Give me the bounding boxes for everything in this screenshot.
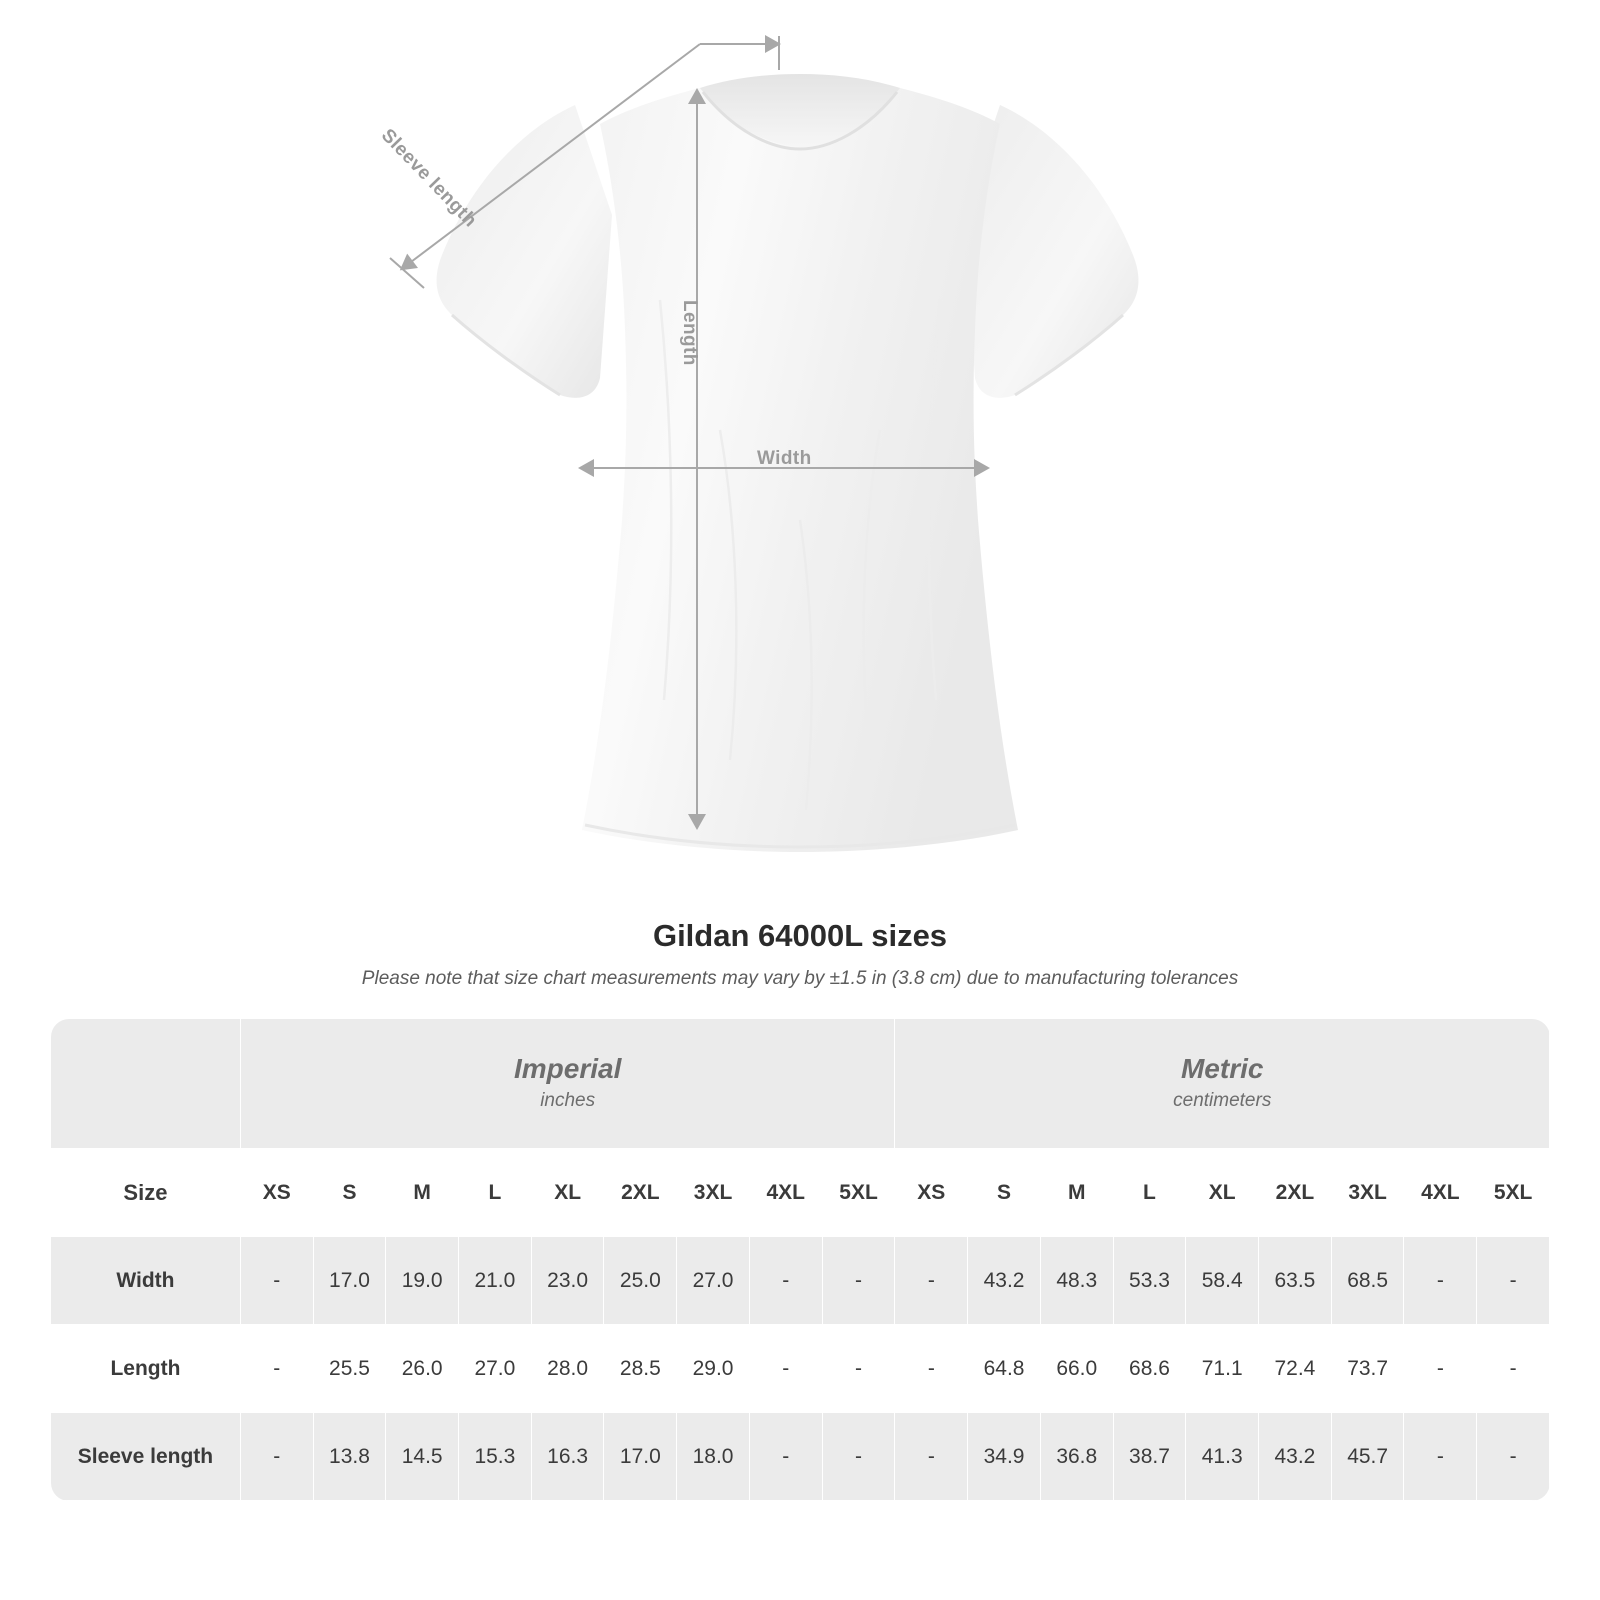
size-header-metric-xl: XL [1186,1149,1259,1237]
cell-sleeve-metric-5xl: - [1477,1413,1550,1501]
unit-header-spacer [51,1019,241,1149]
cell-length-metric-3xl: 73.7 [1331,1325,1404,1413]
cell-length-metric-xl: 71.1 [1186,1325,1259,1413]
unit-sub-metric: centimeters [1173,1089,1272,1111]
cell-width-metric-m: 48.3 [1040,1237,1113,1325]
size-header-imperial-4xl: 4XL [749,1149,822,1237]
size-chart-table [50,1018,1550,1501]
unit-header-imperial [240,1019,895,1149]
cell-sleeve-imperial-xs: - [240,1413,313,1501]
cell-sleeve-imperial-3xl: 18.0 [677,1413,750,1501]
title-block [0,918,1600,990]
cell-width-metric-3xl: 68.5 [1331,1237,1404,1325]
cell-sleeve-metric-xs: - [895,1413,968,1501]
cell-width-metric-l: 53.3 [1113,1237,1186,1325]
cell-length-imperial-4xl: - [749,1325,822,1413]
size-header-metric-xs: XS [895,1149,968,1237]
cell-sleeve-metric-4xl: - [1404,1413,1477,1501]
cell-sleeve-imperial-l: 15.3 [459,1413,532,1501]
width-label: Width [757,448,812,469]
size-header-imperial-xl: XL [531,1149,604,1237]
size-header-metric-3xl: 3XL [1331,1149,1404,1237]
cell-sleeve-imperial-5xl: - [822,1413,895,1501]
cell-width-imperial-xl: 23.0 [531,1237,604,1325]
size-header-metric-4xl: 4XL [1404,1149,1477,1237]
size-header-imperial-5xl: 5XL [822,1149,895,1237]
cell-length-metric-2xl: 72.4 [1259,1325,1332,1413]
cell-length-metric-s: 64.8 [968,1325,1041,1413]
cell-sleeve-metric-s: 34.9 [968,1413,1041,1501]
row-label-length: Length [51,1325,241,1413]
size-header-imperial-3xl: 3XL [677,1149,750,1237]
cell-length-metric-m: 66.0 [1040,1325,1113,1413]
cell-sleeve-imperial-m: 14.5 [386,1413,459,1501]
cell-length-metric-4xl: - [1404,1325,1477,1413]
size-header-imperial-l: L [459,1149,532,1237]
cell-width-metric-4xl: - [1404,1237,1477,1325]
row-label-width: Width [51,1237,241,1325]
cell-width-imperial-4xl: - [749,1237,822,1325]
cell-sleeve-metric-m: 36.8 [1040,1413,1113,1501]
size-header-metric-2xl: 2XL [1259,1149,1332,1237]
cell-length-imperial-xl: 28.0 [531,1325,604,1413]
cell-length-metric-5xl: - [1477,1325,1550,1413]
size-header-metric-m: M [1040,1149,1113,1237]
cell-length-imperial-m: 26.0 [386,1325,459,1413]
size-header-imperial-2xl: 2XL [604,1149,677,1237]
size-header-imperial-m: M [386,1149,459,1237]
cell-width-metric-2xl: 63.5 [1259,1237,1332,1325]
cell-width-imperial-2xl: 25.0 [604,1237,677,1325]
cell-length-imperial-xs: - [240,1325,313,1413]
cell-length-imperial-3xl: 29.0 [677,1325,750,1413]
unit-header-metric [895,1019,1550,1149]
size-header-metric-5xl: 5XL [1477,1149,1550,1237]
size-header-imperial-xs: XS [240,1149,313,1237]
cell-length-metric-l: 68.6 [1113,1325,1186,1413]
cell-width-imperial-5xl: - [822,1237,895,1325]
cell-width-imperial-m: 19.0 [386,1237,459,1325]
size-header-imperial-s: S [313,1149,386,1237]
page-title: Gildan 64000L sizes [652,918,948,953]
unit-header-row [51,1019,1550,1149]
cell-width-metric-5xl: - [1477,1237,1550,1325]
cell-length-imperial-s: 25.5 [313,1325,386,1413]
cell-sleeve-imperial-2xl: 17.0 [604,1413,677,1501]
cell-sleeve-metric-xl: 41.3 [1186,1413,1259,1501]
cell-width-imperial-3xl: 27.0 [677,1237,750,1325]
unit-sub-imperial: inches [540,1089,596,1111]
row-label-sleeve-length: Sleeve length [51,1413,241,1501]
cell-sleeve-imperial-4xl: - [749,1413,822,1501]
cell-width-imperial-xs: - [240,1237,313,1325]
table-row [51,1413,1550,1501]
cell-width-metric-s: 43.2 [968,1237,1041,1325]
size-header-metric-l: L [1113,1149,1186,1237]
unit-name-imperial: Imperial [513,1052,622,1084]
cell-sleeve-imperial-s: 13.8 [313,1413,386,1501]
size-chart-table-wrapper [50,1018,1550,1501]
cell-length-imperial-l: 27.0 [459,1325,532,1413]
cell-length-imperial-2xl: 28.5 [604,1325,677,1413]
cell-sleeve-metric-l: 38.7 [1113,1413,1186,1501]
cell-sleeve-metric-3xl: 45.7 [1331,1413,1404,1501]
size-header-label: Size [51,1149,241,1237]
table-row [51,1325,1550,1413]
size-header-metric-s: S [968,1149,1041,1237]
cell-width-imperial-l: 21.0 [459,1237,532,1325]
length-label: Length [679,300,700,366]
tolerance-note: Please note that size chart measurements may vary by ±1.5 in (3.8 cm) due to manufacturing tolerances [361,968,1239,989]
cell-sleeve-imperial-xl: 16.3 [531,1413,604,1501]
unit-name-metric: Metric [1180,1052,1264,1084]
sleeve-length-label: Sleeve length [376,125,481,232]
cell-sleeve-metric-2xl: 43.2 [1259,1413,1332,1501]
cell-length-metric-xs: - [895,1325,968,1413]
size-header-row [51,1149,1550,1237]
cell-width-metric-xs: - [895,1237,968,1325]
table-row [51,1237,1550,1325]
cell-width-imperial-s: 17.0 [313,1237,386,1325]
cell-length-imperial-5xl: - [822,1325,895,1413]
cell-width-metric-xl: 58.4 [1186,1237,1259,1325]
